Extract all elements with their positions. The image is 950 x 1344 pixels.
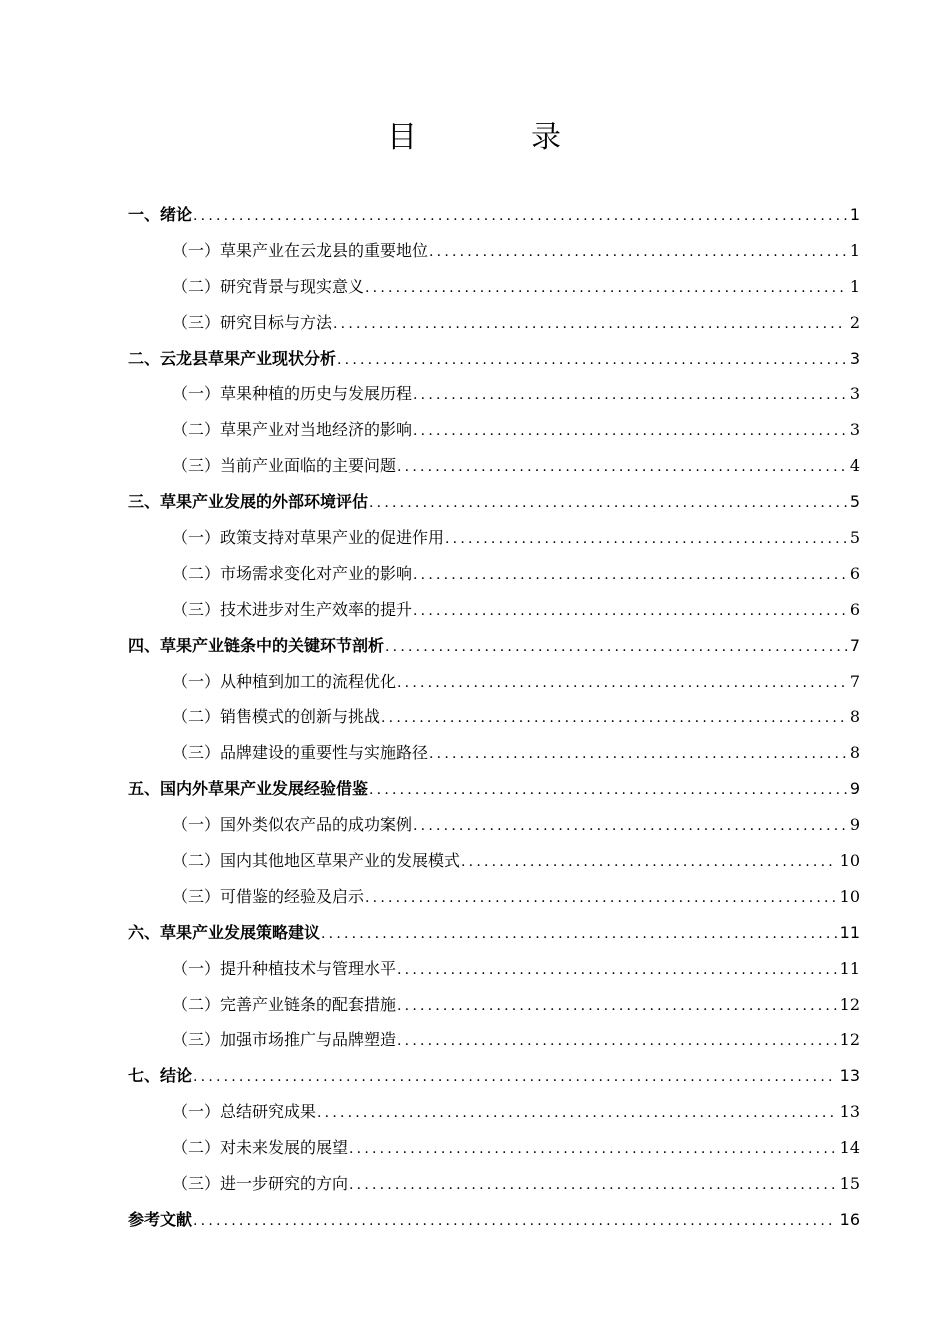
toc-dot-leader <box>365 271 847 307</box>
toc-entry-title: （二）研究背景与现实意义 <box>172 276 365 296</box>
toc-page-number: 3 <box>849 420 860 440</box>
toc-page-number: 9 <box>849 779 860 799</box>
toc-page-number: 10 <box>839 851 860 871</box>
toc-page-number: 2 <box>849 312 860 332</box>
toc-section-entry[interactable] <box>128 807 860 843</box>
toc-chapter-entry[interactable] <box>128 1202 860 1238</box>
toc-section-entry[interactable] <box>128 879 860 915</box>
toc-section-entry[interactable] <box>128 664 860 700</box>
toc-dot-leader <box>445 522 847 558</box>
toc-dot-leader <box>397 989 837 1025</box>
toc-entry-title: 四、草果产业链条中的关键环节剖析 <box>128 635 385 655</box>
toc-entry-title: （三）当前产业面临的主要问题 <box>172 456 397 476</box>
toc-dot-leader <box>337 343 847 379</box>
toc-section-entry[interactable] <box>128 951 860 987</box>
toc-dot-leader <box>349 1168 837 1204</box>
toc-dot-leader <box>369 773 847 809</box>
toc-chapter-entry[interactable] <box>128 484 860 520</box>
toc-section-entry[interactable] <box>128 233 860 269</box>
toc-dot-leader <box>413 594 847 630</box>
toc-entry-title: 二、云龙县草果产业现状分析 <box>128 348 337 368</box>
toc-dot-leader <box>349 1132 837 1168</box>
toc-chapter-entry[interactable] <box>128 915 860 951</box>
toc-page-number: 14 <box>839 1138 860 1158</box>
toc-page-number: 3 <box>849 348 860 368</box>
toc-section-entry[interactable] <box>128 843 860 879</box>
toc-entry-title: 五、国内外草果产业发展经验借鉴 <box>128 779 369 799</box>
toc-chapter-entry[interactable] <box>128 628 860 664</box>
toc-chapter-entry[interactable] <box>128 197 860 233</box>
toc-page-number: 10 <box>839 886 860 906</box>
toc-dot-leader <box>381 701 847 737</box>
toc-chapter-entry[interactable] <box>128 341 860 377</box>
toc-page-number: 11 <box>839 922 860 942</box>
toc-entry-title: （三）可借鉴的经验及启示 <box>172 886 365 906</box>
toc-entry-title: 三、草果产业发展的外部环境评估 <box>128 492 369 512</box>
toc-section-entry[interactable] <box>128 448 860 484</box>
toc-dot-leader <box>193 199 847 235</box>
toc-dot-leader <box>413 558 847 594</box>
toc-section-entry[interactable] <box>128 592 860 628</box>
toc-dot-leader <box>193 1060 837 1096</box>
toc-page-number: 4 <box>849 456 860 476</box>
table-of-contents <box>128 197 860 1238</box>
toc-section-entry[interactable] <box>128 735 860 771</box>
toc-dot-leader <box>385 630 847 666</box>
toc-entry-title: （三）加强市场推广与品牌塑造 <box>172 1030 397 1050</box>
toc-page-number: 16 <box>839 1209 860 1229</box>
toc-section-entry[interactable] <box>128 699 860 735</box>
toc-page-number: 6 <box>849 599 860 619</box>
toc-page-number: 7 <box>849 671 860 691</box>
toc-page-number: 13 <box>839 1066 860 1086</box>
toc-page-number: 5 <box>849 492 860 512</box>
toc-entry-title: （二）完善产业链条的配套措施 <box>172 994 397 1014</box>
toc-chapter-entry[interactable] <box>128 1058 860 1094</box>
toc-section-entry[interactable] <box>128 305 860 341</box>
toc-page-number: 11 <box>839 958 860 978</box>
toc-page-number: 1 <box>849 205 860 224</box>
toc-entry-title: （二）对未来发展的展望 <box>172 1138 349 1158</box>
toc-dot-leader <box>429 235 847 271</box>
toc-section-entry[interactable] <box>128 269 860 305</box>
toc-dot-leader <box>461 845 837 881</box>
toc-section-entry[interactable] <box>128 1130 860 1166</box>
toc-dot-leader <box>333 307 847 343</box>
toc-dot-leader <box>321 917 837 953</box>
toc-section-entry[interactable] <box>128 556 860 592</box>
toc-entry-title: （一）总结研究成果 <box>172 1102 317 1122</box>
toc-section-entry[interactable] <box>128 412 860 448</box>
toc-page-number: 13 <box>839 1102 860 1122</box>
toc-section-entry[interactable] <box>128 520 860 556</box>
toc-dot-leader <box>365 881 837 917</box>
toc-entry-title: （一）提升种植技术与管理水平 <box>172 958 397 978</box>
toc-entry-title: （二）国内其他地区草果产业的发展模式 <box>172 851 461 871</box>
toc-entry-title: （一）政策支持对草果产业的促进作用 <box>172 528 445 548</box>
toc-section-entry[interactable] <box>128 1022 860 1058</box>
toc-page-number: 8 <box>849 707 860 727</box>
toc-entry-title: （二）市场需求变化对产业的影响 <box>172 563 413 583</box>
toc-entry-title: （三）技术进步对生产效率的提升 <box>172 599 413 619</box>
toc-entry-title: 七、结论 <box>128 1066 193 1086</box>
toc-page-number: 12 <box>839 1030 860 1050</box>
toc-dot-leader <box>317 1096 837 1132</box>
toc-section-entry[interactable] <box>128 376 860 412</box>
toc-title: 目 录 <box>387 120 603 155</box>
toc-entry-title: （一）草果产业在云龙县的重要地位 <box>172 240 429 260</box>
toc-page-number: 3 <box>849 384 860 404</box>
toc-entry-title: 参考文献 <box>128 1209 193 1229</box>
toc-page-number: 1 <box>849 240 860 260</box>
toc-dot-leader <box>413 414 847 450</box>
toc-dot-leader <box>413 378 847 414</box>
toc-entry-title: （一）国外类似农产品的成功案例 <box>172 815 413 835</box>
toc-section-entry[interactable] <box>128 1166 860 1202</box>
toc-entry-title: （二）草果产业对当地经济的影响 <box>172 420 413 440</box>
toc-section-entry[interactable] <box>128 1094 860 1130</box>
toc-entry-title: （三）进一步研究的方向 <box>172 1174 349 1194</box>
toc-page-number: 9 <box>849 815 860 835</box>
toc-entry-title: （二）销售模式的创新与挑战 <box>172 707 381 727</box>
toc-page-number: 1 <box>849 276 860 296</box>
toc-page-number: 5 <box>849 528 860 548</box>
toc-dot-leader <box>193 1204 837 1240</box>
toc-page-number: 7 <box>849 635 860 655</box>
toc-dot-leader <box>397 953 837 989</box>
toc-page-number: 8 <box>849 743 860 763</box>
toc-chapter-entry[interactable] <box>128 771 860 807</box>
toc-entry-title: （一）从种植到加工的流程优化 <box>172 671 397 691</box>
toc-page-number: 12 <box>839 994 860 1014</box>
toc-entry-title: 一、绪论 <box>128 205 193 224</box>
toc-dot-leader <box>413 809 847 845</box>
toc-page-number: 15 <box>839 1174 860 1194</box>
toc-dot-leader <box>429 737 847 773</box>
toc-dot-leader <box>397 1024 837 1060</box>
toc-entry-title: 六、草果产业发展策略建议 <box>128 922 321 942</box>
toc-page-number: 6 <box>849 563 860 583</box>
toc-dot-leader <box>369 486 847 522</box>
toc-dot-leader <box>397 666 847 702</box>
toc-dot-leader <box>397 450 847 486</box>
toc-entry-title: （三）研究目标与方法 <box>172 312 333 332</box>
toc-entry-title: （三）品牌建设的重要性与实施路径 <box>172 743 429 763</box>
toc-section-entry[interactable] <box>128 987 860 1023</box>
toc-entry-title: （一）草果种植的历史与发展历程 <box>172 384 413 404</box>
